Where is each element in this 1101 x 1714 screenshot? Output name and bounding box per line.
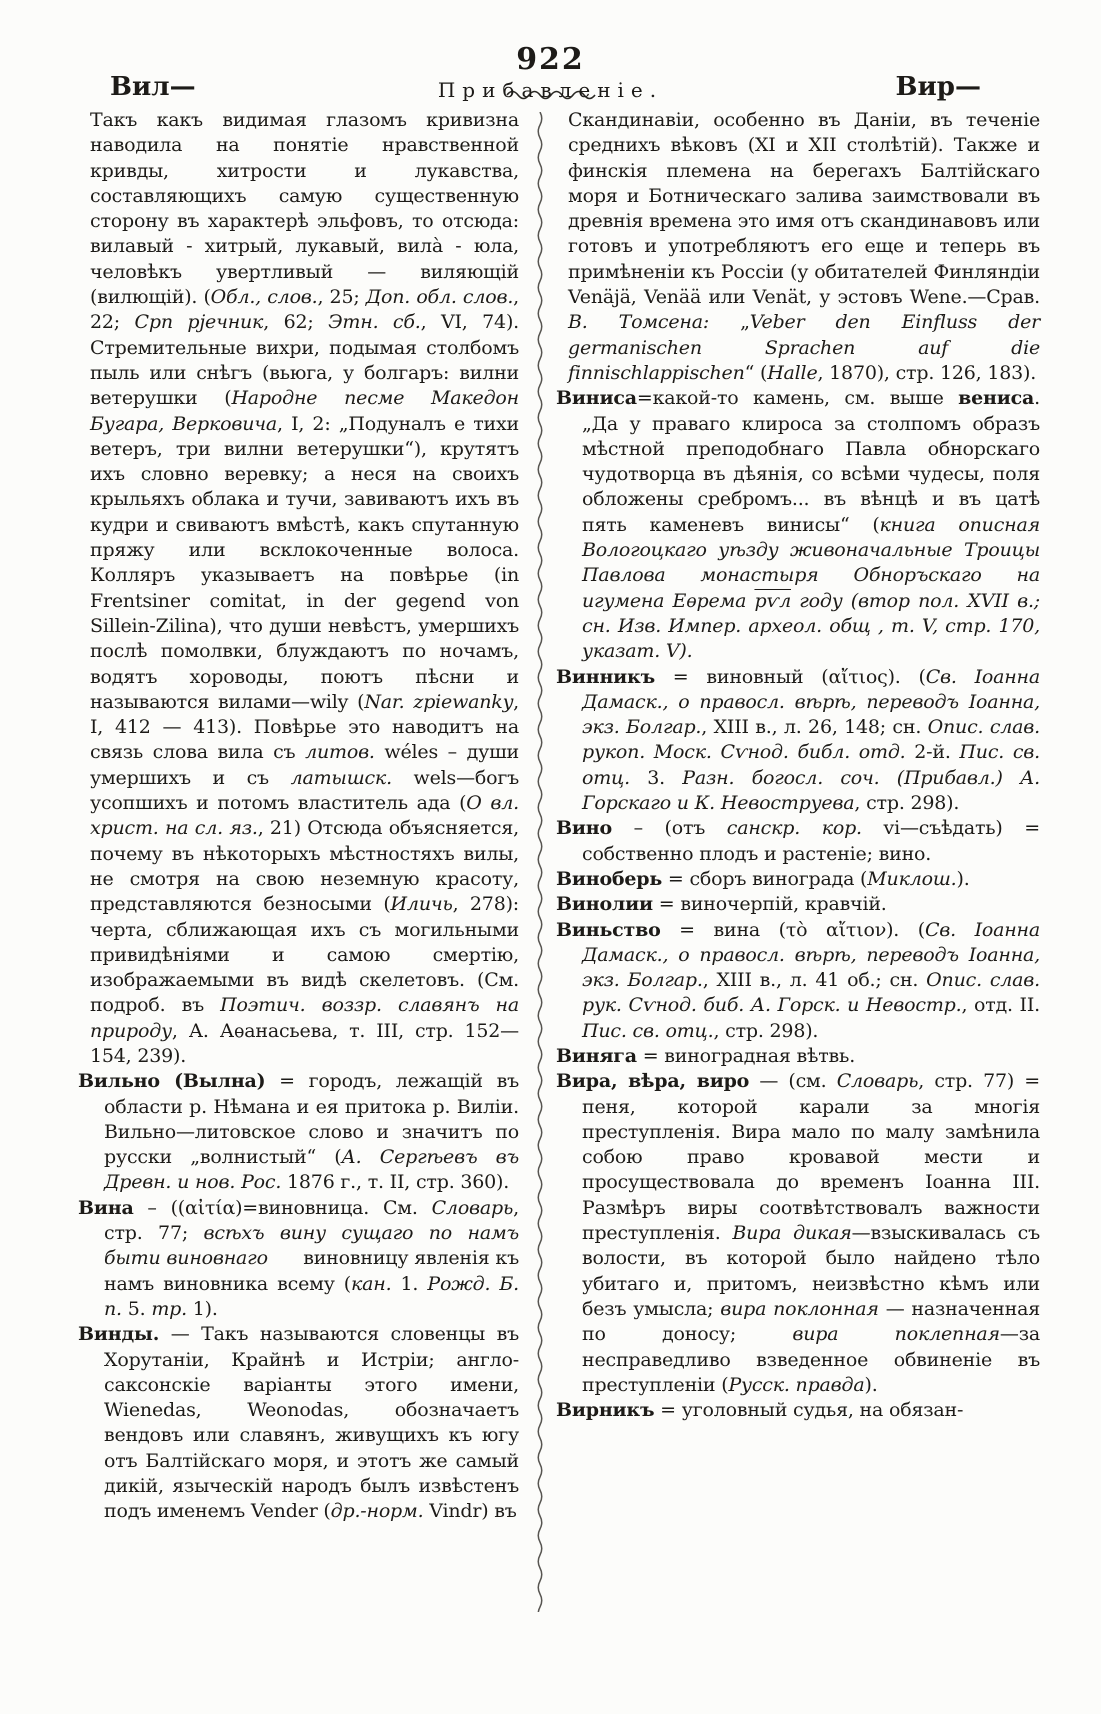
text-segment: Vindr) въ (423, 1500, 517, 1523)
text-segment: , 25; (317, 286, 366, 309)
text-segment: ). ( (886, 918, 925, 941)
text-segment-italic: Разн. богосл. соч. (Прибавл.) А. Горскаго и К. Невоструева (582, 766, 1040, 815)
text-segment: 5. (121, 1297, 152, 1320)
dictionary-entry (556, 1044, 1040, 1069)
text-segment-italic: Словарь (431, 1196, 514, 1219)
text-segment-italic: А. Сергѣевъ въ Древн. и нов. Рос. (104, 1146, 519, 1194)
text-segment-italic: санскр. кор. (726, 817, 862, 840)
text-segment-italic: Народне песме Македон Бугара, Верковича (90, 387, 519, 435)
text-segment-bold: Вильно (Вылна) (78, 1070, 266, 1093)
text-segment: Скандинавіи, особенно въ Даніи, въ теченіе среднихъ вѣковъ (XI и XII столѣтій). Также и финскія племена на берегахъ Балтійскаго моря и Ботническаго залива заимствовали въ древнія времена это имя отъ скандинавовъ или готовъ и употребляютъ его еще и теперь въ примѣненіи къ Россіи (у обитателей Финляндіи Venäjä, Venää или Venät, у эстовъ Wene.—Срав. (568, 109, 1040, 309)
text-segment: , отд. II. (961, 994, 1040, 1017)
text-segment: , 62; (263, 311, 329, 334)
text-segment-italic: Миклош. (867, 867, 957, 890)
text-segment-italic: литов. (305, 741, 375, 764)
running-head-left: Вил— (110, 72, 196, 102)
text-segment: виновницу явленія къ намъ виновника всему ( (104, 1247, 519, 1295)
text-segment-italic: латышск. (290, 766, 392, 789)
dictionary-entry (556, 867, 1040, 892)
text-segment: = уголовный судья, на обязан- (654, 1399, 964, 1422)
text-segment-greek: αἴτιος (828, 665, 888, 688)
text-segment-italic: Доп. обл. слов. (365, 286, 514, 309)
text-segment: vi—съѣдать) = собственно плодъ и растеніе; вино. (582, 817, 1040, 865)
dictionary-entry (556, 1069, 1040, 1398)
text-segment-italic: О вл. христ. на сл. яз. (90, 792, 519, 840)
text-segment-bold: Виниса (556, 387, 637, 410)
text-segment: , XIII в., л. 41 об.; сн. (702, 969, 927, 992)
text-segment-italic: Обл., слов. (210, 286, 318, 309)
text-segment: , стр. 77; (104, 1196, 519, 1245)
dictionary-entry (78, 1322, 519, 1524)
text-segment-italic: Рожд. Б. п. (104, 1272, 519, 1320)
dictionary-entry (556, 386, 1040, 664)
text-segment-bold: Вина (78, 1196, 134, 1219)
text-segment-italic: тр. (151, 1297, 187, 1320)
page-number: 922 (516, 42, 585, 77)
text-segment: Такъ какъ видимая глазомъ кривизна наводила на понятіе нравственной кривды, хитрости и лукавства, составляющихъ самую существенную сторону въ характерѣ эльфовъ, то отсюда: вилавый - хитрый, лукавый, вила̀ - юла, человѣкъ увертливый — виляющій (вилющій). ( (90, 109, 519, 309)
column-left (78, 108, 519, 1525)
dictionary-entry (78, 1196, 519, 1322)
text-segment-italic: Иличь (390, 893, 453, 916)
text-segment-italic: Пис. св. отц. (582, 741, 1040, 789)
text-segment: , стр. 298). (713, 1019, 819, 1042)
text-segment-greek: τὸ αἴτιον (785, 918, 887, 941)
text-segment-italic: Русск. правда (728, 1373, 865, 1396)
text-segment-italic: Срп рјечник (134, 311, 264, 334)
text-segment: =какой-то камень, см. выше (636, 387, 959, 410)
text-segment: – (отъ (611, 817, 727, 840)
text-segment: “ ( (744, 361, 768, 384)
text-segment: . „Да у праваго клироса за столпомъ образъ мѣстной преподобнаго Павла обнорскаго чудотворца въ дѣянія, со всѣми чудесы, поля обложены сребромъ... въ вѣнцѣ и въ цатѣ пять каменевъ винисы“ ( (582, 387, 1040, 536)
dictionary-entry (556, 1398, 1040, 1423)
text-segment: wels—богъ усопшихъ и потомъ властитель ада ( (90, 766, 520, 815)
text-segment: , 21) Отсюда объясняется, почему въ нѣкоторыхъ мѣстностяхъ вилы, не смотря на свою неземную красоту, представляются безносыми ( (90, 817, 519, 916)
text-segment: = виночерпій, кравчій. (652, 893, 887, 916)
text-segment-italic: Св. Іоанна Дамаск., о правосл. вѣрѣ, переводъ Іоанна, экз. Болгар. (582, 665, 1040, 739)
text-segment-italic: вира поклонная (720, 1297, 879, 1320)
text-segment: — Такъ называются словенцы въ Хорутаніи, Крайнѣ и Истріи; англо-саксонскіе варіанты этого имени, Wienedas, Weonodas, обозначаетъ вендовъ или славянъ, живущихъ къ югу отъ Балтійскаго моря, и этотъ же самый дикій, языческій народъ былъ извѣстенъ подъ именемъ Vender ( (104, 1323, 519, 1523)
dictionary-entry (556, 918, 1040, 1044)
text-segment: 1). (186, 1297, 218, 1320)
text-segment-italic: всѣхъ вину сущаго по намъ быти виновнаго (104, 1222, 519, 1270)
text-segment-bold: Винды. (78, 1323, 160, 1346)
text-segment: 2-й. (905, 741, 960, 764)
text-segment: = сборъ винограда ( (662, 867, 868, 890)
text-segment: , 278): черта, сближающая ихъ съ могильными привидѣніями и самою смертію, изображаемыми въ видѣ скелетовъ. (См. подроб. въ (90, 893, 519, 1017)
text-segment: , I, 412 — 413). Повѣрье это наводитъ на связь слова вила съ (90, 690, 519, 764)
text-segment: = виновный ( (654, 665, 829, 688)
text-segment-italic: книга описная Вологоцкаго уѣзду живоначальные Троицы Павлова монастыря Обноръскаго на игумена Еѳрема (582, 513, 1040, 612)
text-segment-italic: Опис. слав. рукоп. Моск. Сѵнод. библ. отд. (582, 716, 1040, 764)
text-segment-italic: Veber den Einfluss der germanischen Sprachen auf die finnischlappischen (568, 311, 1041, 384)
text-segment-italic: кан. (351, 1272, 392, 1295)
text-segment-italic: вира поклепная (792, 1323, 1000, 1346)
text-segment: 1. (391, 1272, 428, 1295)
continuation-paragraph (556, 108, 1040, 386)
text-segment-italic: В. Томсена: (568, 311, 710, 334)
running-head (0, 70, 1101, 108)
text-segment-bold: Виноберь (556, 867, 663, 890)
dictionary-entry (556, 892, 1040, 917)
text-segment: —взыскивалась съ волости, въ которой было найдено тѣло убитаго и, притомъ, неизвѣстно кѣмъ или безъ умысла; (582, 1222, 1040, 1320)
text-segment-italic: Этн. сб. (328, 311, 421, 334)
column-divider (536, 112, 546, 1612)
dictionary-entry (556, 816, 1040, 867)
text-segment-italic: году (втор пол. XVII в.; сн. Изв. Импер. археол. общ , т. V, стр. 170, указат. V). (582, 589, 1040, 663)
dictionary-entry (78, 1069, 519, 1195)
text-segment: ). (956, 867, 970, 890)
text-segment: = виноградная вѣтвь. (636, 1044, 856, 1067)
text-segment-italic: Вира дикая (732, 1222, 852, 1245)
text-segment: , стр. 77) = пеня, которой карали за многія преступленія. Вира мало по малу замѣнила собою право кровавой мести и просуществовала до временъ Іоанна III. Размѣръ виры соотвѣтствовалъ важности преступленія. (582, 1070, 1041, 1245)
text-segment-bold: Вирникъ (556, 1399, 655, 1422)
text-segment-italic: Halle (767, 361, 818, 384)
text-segment: 3. (629, 766, 683, 789)
text-segment: —за несправедливо взведенное обвиненіе въ преступленіи ( (582, 1323, 1040, 1396)
text-segment: ). ( (887, 665, 926, 688)
text-segment: , 1870), стр. 126, 183). (817, 361, 1037, 384)
text-segment-ovl: рѵл (754, 589, 791, 612)
text-segment-bold: вениса (958, 387, 1035, 410)
text-segment-bold: Винолии (556, 893, 653, 916)
text-segment-italic: Св. Іоанна Дамаск., о правосл. вѣрѣ, переводъ Іоанна, экз. Болгар. (582, 918, 1041, 992)
text-segment: = вина ( (660, 918, 786, 941)
text-segment: — (см. (749, 1070, 837, 1093)
text-segment-bold: Виняга (556, 1044, 637, 1067)
text-segment-italic: Пис. св. отц. (582, 1019, 714, 1042)
text-segment: „ (709, 311, 750, 334)
text-segment: , I, 2: „Подуналъ е тихи ветеръ, три вилни ветерушки“), крутятъ ихъ словно веревку; а неся на своихъ крыльяхъ облака и тучи, завиваютъ ихъ въ кудри и свиваютъ вмѣстѣ, какъ спутанную пряжу или всклокоченные волоса. Колляръ указываетъ на повѣрье (in Frentsiner comitat, in der gegend von Sillein-Zilina), что души невѣстъ, умершихъ послѣ помолвки, блуждаютъ по ночамъ, водятъ хороводы, поютъ пѣсни и называются вилами—wily ( (90, 412, 519, 713)
text-segment: , XIII в., л. 26, 148; сн. (701, 716, 928, 739)
text-segment: )=виновница. См. (235, 1196, 432, 1219)
text-segment-greek: αἰτία (185, 1196, 236, 1219)
text-segment-italic: Словарь (836, 1070, 919, 1093)
text-segment: , А. Аѳанасьева, т. III, стр. 152—154, 239). (90, 1019, 519, 1067)
text-segment-bold: Вира, вѣра, виро (556, 1070, 750, 1093)
text-segment-bold: Винникъ (556, 665, 655, 688)
text-segment: — назначенная по доносу; (582, 1297, 1040, 1346)
text-segment: , VI, 74). Стремительные вихри, подымая столбомъ пыль или снѣгъ (вьюга, у болгаръ: вилни ветерушки ( (90, 311, 520, 410)
continuation-paragraph (78, 108, 519, 1069)
text-segment: – (( (133, 1196, 186, 1219)
text-segment: wéles – души умершихъ и съ (90, 741, 519, 789)
text-segment: 1876 г., т. II, стр. 360). (281, 1171, 510, 1194)
text-segment-bold: Виньство (556, 918, 661, 941)
running-head-right: Вир— (895, 72, 981, 102)
text-segment-italic: др.-норм. (330, 1500, 424, 1523)
text-segment-italic: Поэтич. воззр. славянъ на природу (90, 994, 519, 1042)
text-segment: ). (864, 1373, 878, 1396)
text-segment-italic: Nar. zpiewanky (364, 690, 514, 713)
dictionary-entry (556, 665, 1040, 817)
running-head-center: Прибавленіе. (437, 78, 664, 102)
text-segment: , 22; (90, 286, 520, 334)
text-segment-italic: Опис. слав. рук. Сѵнод. биб. А. Горск. и Невостр. (582, 969, 1040, 1017)
text-segment: = городъ, лежащій въ области р. Нѣмана и ея притока р. Виліи. Вильно—литовское слово и значитъ по русски „волнистый“ ( (104, 1070, 519, 1169)
column-right (556, 108, 1040, 1423)
text-segment: , стр. 298). (854, 792, 960, 815)
text-segment-bold: Вино (556, 817, 612, 840)
